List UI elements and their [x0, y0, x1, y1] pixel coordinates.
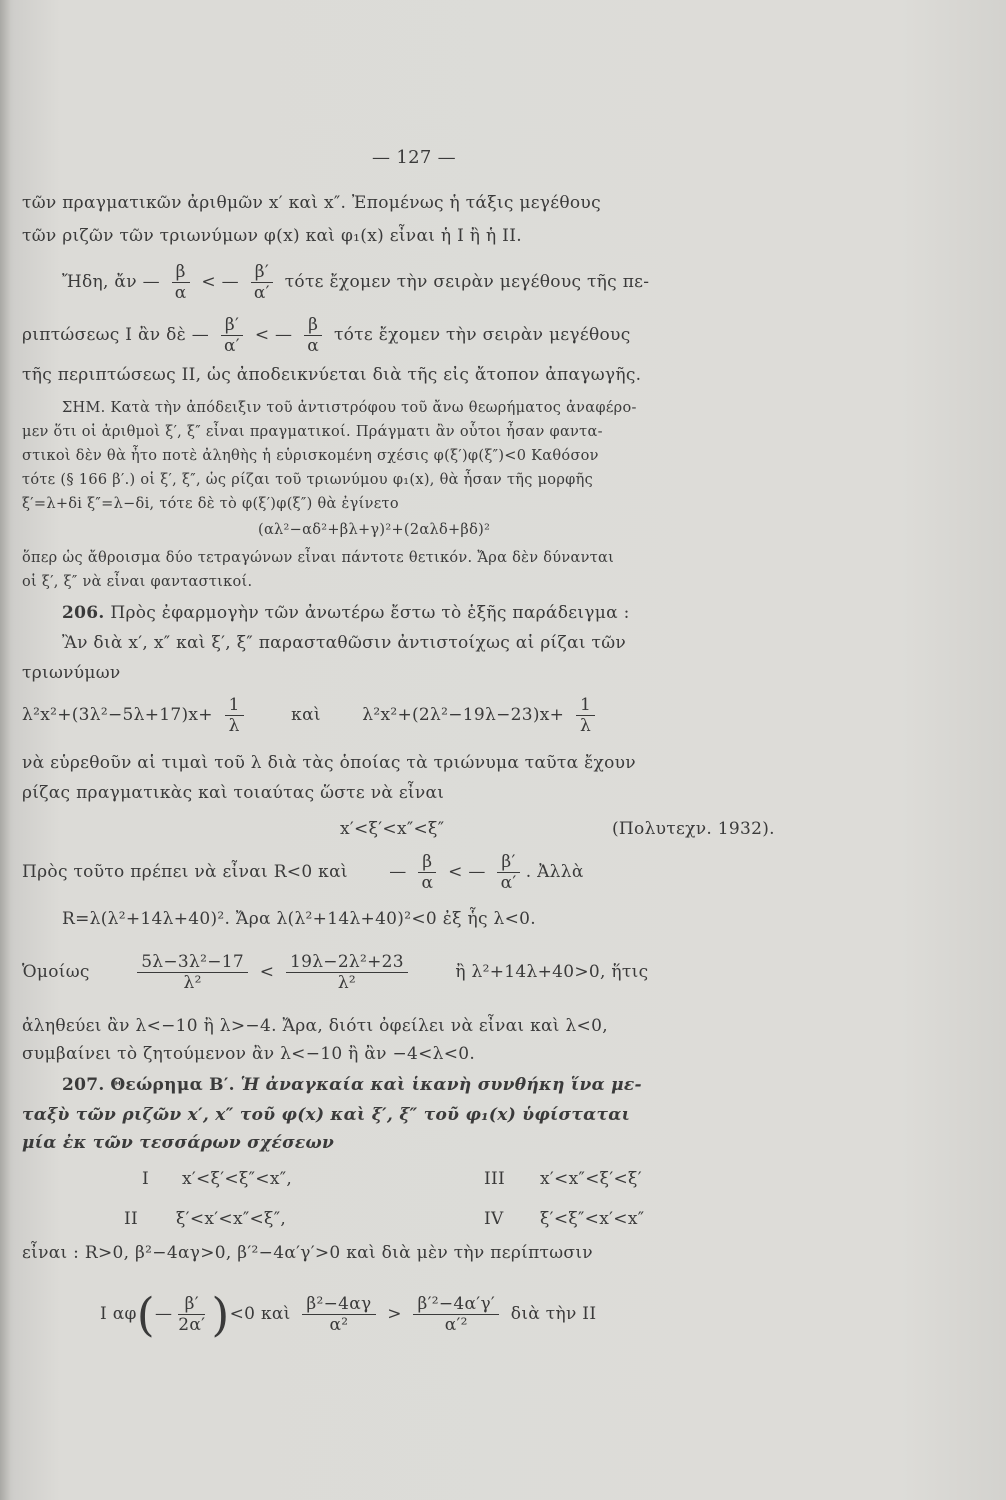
numerator: β²−4αγ	[302, 1294, 375, 1315]
denominator: α²	[329, 1315, 349, 1335]
denominator: λ²	[337, 973, 357, 993]
note-line: ΣΗΜ. Κατὰ τὴν ἀπόδειξιν τοῦ ἀντιστρόφου τοῦ ἄνω θεωρήματος ἀναφέρο-	[62, 400, 637, 416]
page-number: — 127 —	[372, 147, 456, 168]
numerator: 19λ−2λ²+23	[286, 952, 408, 973]
text-line: R=λ(λ²+14λ+40)². Ἄρα λ(λ²+14λ+40)²<0 ἐξ ἧς λ<0.	[62, 909, 536, 929]
text-run: Ὁμοίως	[22, 962, 90, 982]
text-line: νὰ εὑρεθοῦν αἱ τιμαὶ τοῦ λ διὰ τὰς ὁποίας τὰ τριώνυμα ταῦτα ἔχουν	[22, 753, 636, 773]
fraction	[576, 695, 595, 736]
text-run: ἢ λ²+14λ+40>0, ἥτις	[455, 962, 649, 982]
fraction	[251, 262, 273, 303]
fraction	[221, 315, 243, 356]
denominator: α	[307, 336, 320, 356]
numerator: 1	[225, 695, 244, 716]
note-line: ὅπερ ὡς ἄθροισμα δύο τετραγώνων εἶναι πάντοτε θετικόν. Ἄρα δὲν δύνανται	[22, 550, 615, 566]
text-line-case-I: I αφ(— $\frac{\beta'}{2\alpha'}$ )<0 καὶ $\frac{\text{β²−4αγ}}{\text{α²}}$ > $\frac{\text{β′²−4α′γ′}}{\text{α′²}}$ διὰ τὴν II	[100, 1287, 597, 1342]
main-inequality: x′<ξ′<x″<ξ″	[340, 819, 445, 839]
numerator: β′²−4α′γ′	[413, 1294, 499, 1315]
denominator: α′	[253, 283, 270, 303]
text-run: λ²x²+(2λ²−19λ−23)x+	[362, 705, 565, 725]
numerator: β′	[221, 315, 243, 336]
denominator: λ²	[183, 973, 202, 993]
numerator: 1	[576, 695, 595, 716]
text-run: Ἡ ἀναγκαία καὶ ἱκανὴ συνθήκη ἵνα με-	[240, 1075, 642, 1095]
text-run: διὰ τὴν II	[510, 1304, 597, 1324]
fraction	[302, 1294, 375, 1335]
text-run: τότε ἔχομεν τὴν σειρὰν μεγέθους	[333, 325, 631, 345]
text-run: Πρὸς ἐφαρμογὴν τῶν ἀνωτέρω ἔστω τὸ ἑξῆς παράδειγμα :	[110, 603, 630, 623]
text-line: εἶναι : R>0, β²−4αγ>0, β′²−4α′γ′>0 καὶ διὰ μὲν τὴν περίπτωσιν	[22, 1243, 593, 1263]
text-line-inequality-1: Ἤδη, ἄν — $\frac{\beta}{\alpha}$ < — $\frac{\beta'}{\alpha'}$ τότε ἔχομεν τὴν σειρὰν μεγέθους τῆς πε-	[62, 262, 650, 303]
section-206-line	[62, 602, 630, 624]
case-label: II	[124, 1209, 139, 1229]
source-reference: (Πολυτεχν. 1932).	[612, 819, 775, 839]
text-line-condition: Πρὸς τοῦτο πρέπει νὰ εἶναι R<0 καὶ — $\frac{\beta}{\alpha}$ < — $\frac{\beta'}{\alpha'}$ . Ἀλλὰ	[22, 852, 584, 893]
text-run: λ²x²+(3λ²−5λ+17)x+	[22, 705, 213, 725]
section-number: 206.	[62, 603, 105, 623]
text-run: Πρὸς τοῦτο πρέπει νὰ εἶναι R<0 καὶ	[22, 862, 348, 882]
text-run: καὶ	[291, 705, 321, 725]
fraction	[497, 852, 519, 893]
equation-trinomials	[22, 685, 601, 745]
case-relation: ξ′<x′<x″<ξ″,	[176, 1209, 287, 1229]
text-line: ταξὺ τῶν ριζῶν x′, x″ τοῦ φ(x) καὶ ξ′, ξ″ τοῦ φ₁(x) ὑφίσταται	[22, 1105, 631, 1125]
page-edge-shadow	[0, 0, 10, 1500]
case-label: III	[484, 1169, 506, 1189]
numerator: β′	[178, 1294, 205, 1315]
numerator: β′	[251, 262, 273, 283]
text-line: τῶν πραγματικῶν ἀριθμῶν x′ καὶ x″. Ἐπομένως ἡ τάξις μεγέθους	[22, 193, 601, 213]
fraction	[225, 695, 244, 736]
text-line: τριωνύμων	[22, 663, 121, 683]
fraction	[304, 315, 322, 356]
note-formula: (αλ²−αδ²+βλ+γ)²+(2αλδ+βδ)²	[258, 522, 491, 538]
note-line: τότε (§ 166 β′.) οἱ ξ′, ξ″, ὡς ρίζαι τοῦ τριωνύμου φ₁(x), θὰ ἦσαν τῆς μορφῆς	[22, 472, 594, 488]
fraction	[413, 1294, 499, 1335]
note-line: ξ′=λ+δi ξ″=λ−δi, τότε δὲ τὸ φ(ξ′)φ(ξ″) θὰ ἐγίνετο	[22, 496, 399, 512]
denominator: 2α′	[178, 1315, 206, 1335]
text-run: Ἤδη, ἄν	[62, 272, 137, 292]
text-line: τῶν ριζῶν τῶν τριωνύμων φ(x) καὶ φ₁(x) εἶναι ἡ I ἢ ἡ II.	[22, 226, 522, 246]
fraction	[178, 1294, 205, 1335]
denominator: α	[174, 283, 187, 303]
numerator: 5λ−3λ²−17	[137, 952, 248, 973]
note-line: οἱ ξ′, ξ″ νὰ εἶναι φανταστικοί.	[22, 574, 253, 590]
denominator: α	[421, 873, 434, 893]
denominator: α′	[500, 873, 517, 893]
case-relation: x′<ξ′<ξ″<x″,	[182, 1169, 293, 1189]
text-line: ἀληθεύει ἂν λ<−10 ἢ λ>−4. Ἄρα, διότι ὀφείλει νὰ εἶναι καὶ λ<0,	[22, 1016, 608, 1036]
text-line-similarly: Ὁμοίως $\frac{\text{5λ−3λ²−17}}{\text{λ²}}$ < $\frac{\text{19λ−2λ²+23}}{\text{λ²}}$ ἢ λ²+14λ+40>0, ἥτις	[22, 952, 649, 993]
text-run: I αφ	[100, 1304, 137, 1324]
denominator: α′²	[444, 1315, 468, 1335]
text-run: <0 καὶ	[229, 1304, 291, 1324]
denominator: α′	[223, 336, 240, 356]
case-label: IV	[484, 1209, 504, 1229]
numerator: β′	[497, 852, 519, 873]
text-run: ριπτώσεως I ἂν δὲ	[22, 325, 187, 345]
numerator: β	[418, 852, 436, 873]
fraction	[172, 262, 190, 303]
section-207-line	[62, 1074, 642, 1096]
note-line: στικοὶ δὲν θὰ ἦτο ποτὲ ἀληθὴς ἡ εὑρισκομένη σχέσις φ(ξ′)φ(ξ″)<0 Καθόσον	[22, 448, 599, 464]
fraction	[418, 852, 436, 893]
text-line: τῆς περιπτώσεως II, ὡς ἀποδεικνύεται διὰ τῆς εἰς ἄτοπον ἀπαγωγῆς.	[22, 365, 642, 385]
case-relation: ξ′<ξ″<x′<x″	[540, 1209, 645, 1229]
text-line: μία ἐκ τῶν τεσσάρων σχέσεων	[22, 1133, 335, 1153]
denominator: λ	[579, 716, 592, 736]
theorem-title: Θεώρημα Β′.	[110, 1075, 235, 1095]
text-run: Ἀλλὰ	[537, 862, 584, 882]
case-relation: x′<x″<ξ′<ξ′	[540, 1169, 642, 1189]
fraction	[137, 952, 248, 993]
numerator: β	[304, 315, 322, 336]
section-number: 207.	[62, 1075, 105, 1095]
note-line: μεν ὅτι οἱ ἀριθμοὶ ξ′, ξ″ εἶναι πραγματικοί. Πράγματι ἂν οὗτοι ἦσαν φαντα-	[22, 424, 603, 440]
text-line: ρίζας πραγματικὰς καὶ τοιαύτας ὥστε νὰ εἶναι	[22, 783, 445, 803]
text-line: Ἂν διὰ x′, x″ καὶ ξ′, ξ″ παρασταθῶσιν ἀντιστοίχως αἱ ρίζαι τῶν	[62, 633, 626, 653]
case-label: I	[142, 1169, 150, 1189]
text-line: συμβαίνει τὸ ζητούμενον ἂν λ<−10 ἢ ἂν −4<λ<0.	[22, 1044, 476, 1064]
fraction	[286, 952, 408, 993]
numerator: β	[172, 262, 190, 283]
text-line-inequality-2: ριπτώσεως I ἂν δὲ — $\frac{\beta'}{\alpha'}$ < — $\frac{\beta}{\alpha}$ τότε ἔχομεν τὴν σειρὰν μεγέθους	[22, 315, 631, 356]
denominator: λ	[228, 716, 240, 736]
text-run: τότε ἔχομεν τὴν σειρὰν μεγέθους τῆς πε-	[284, 272, 650, 292]
